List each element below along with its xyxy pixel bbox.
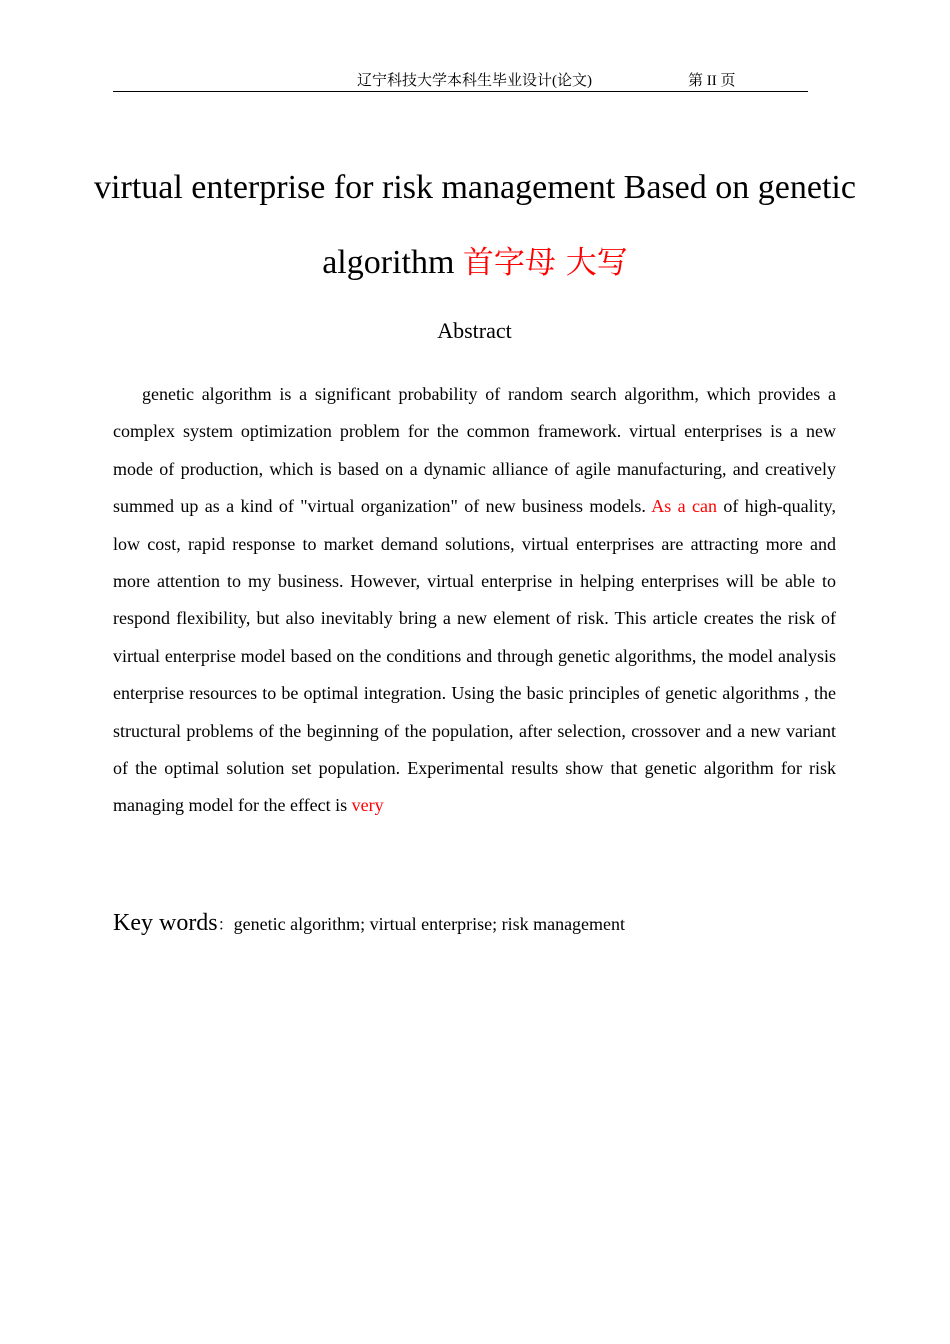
abstract-text-part2: of high-quality, low cost, rapid response to market demand solutions, virtual enterprises are attracting more and more attention to my business. However, virtual enterprise in helping enterprises will be able to respond flexibility, but also inevitably bring a new element of risk. This article creates the risk of virtual enterprise model based on the conditions and through genetic algorithms, the model analysis enterprise resources to be optimal integration. Using the basic principles of genetic algorithms , the structural problems of the beginning of the population, after selection, crossover and a new variant of the optimal solution set population. Experimental results show that genetic algorithm for risk managing model for the effect is [113,496,837,816]
keywords-separator: ： [217,917,234,934]
abstract-heading: Abstract [437,318,512,343]
abstract-text-part1: genetic algorithm is a significant probability of random search algorithm, which provides a complex system optimization problem for the common framework. virtual enterprises is a new mode of production, which is based on a dynamic alliance of agile manufacturing, and creatively summed up as a kind of "virtual organization" of new business models. [113,384,836,517]
page-header [113,66,808,92]
paper-title-text: virtual enterprise for risk management Based on genetic algorithm [94,169,856,281]
abstract-highlight-1: As a can [651,496,717,517]
keywords-values: genetic algorithm; virtual enterprise; risk management [233,914,626,934]
title-annotation: 首字母 大写 [462,245,628,281]
paper-title [80,150,870,301]
keywords-line [113,910,836,937]
abstract-highlight-2: very [351,795,384,816]
header-page-number: 第 II 页 [688,73,736,89]
header-title: 辽宁科技大学本科生毕业设计(论文) [357,73,592,89]
keywords-label: Key words [113,910,218,936]
abstract-body [113,376,836,825]
